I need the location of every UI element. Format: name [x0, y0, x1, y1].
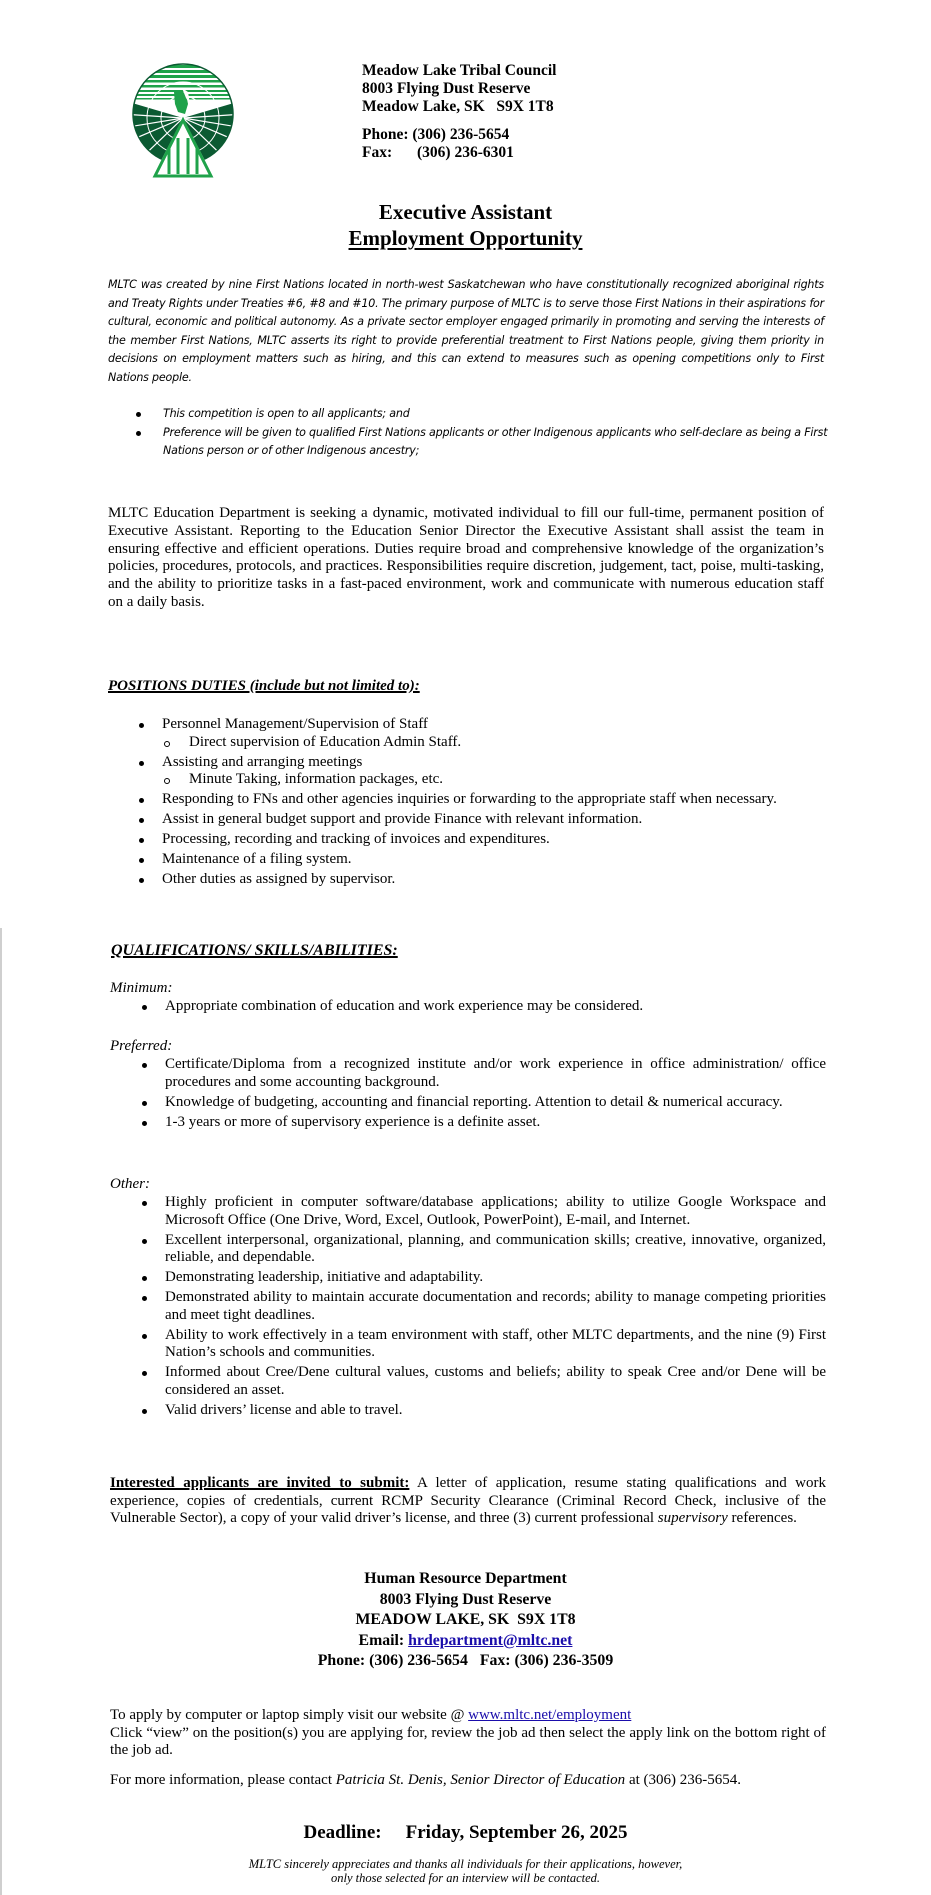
org-name: Meadow Lake Tribal Council: [362, 62, 557, 79]
intro-bullet: Preference will be given to qualified First Nations applicants or other Indigenous applicants who self-declare as being a First Nations person or of other Indigenous ancestry;: [133, 424, 828, 461]
other-item: Highly proficient in computer software/database applications; ability to utilize Google Workspace and Microsoft Office (One Drive, Word, Excel, Outlook, PowerPoint), E-mail, and Internet.: [138, 1194, 826, 1229]
contact-text: For more information, please contact: [110, 1772, 336, 1788]
hr-fax: Fax: (306) 236-3509: [479, 1652, 614, 1669]
duties-heading: POSITIONS DUTIES (include but not limited to):: [108, 678, 420, 694]
other-item: Ability to work effectively in a team environment with staff, other MLTC departments, and the nine (9) First Nation’s schools and communities.: [138, 1327, 826, 1362]
submit-lead: Interested applicants are invited to submit:: [110, 1475, 410, 1491]
duty-item: Personnel Management/Supervision of Staff: [135, 716, 825, 734]
hr-contact-block: [0, 1569, 931, 1672]
minimum-item: Appropriate combination of education and work experience may be considered.: [138, 998, 826, 1016]
hr-department: Human Resource Department: [364, 1570, 567, 1587]
submit-instructions: [110, 1475, 826, 1528]
submit-text-end: references.: [727, 1510, 797, 1526]
org-fax-label: Fax:: [362, 144, 393, 161]
qualifications-heading: QUALIFICATIONS/ SKILLS/ABILITIES:: [111, 942, 398, 959]
duty-item: Assisting and arranging meetings: [135, 754, 825, 772]
duty-subitem: Direct supervision of Education Admin Staff.: [135, 734, 825, 752]
org-fax-row: [362, 144, 556, 162]
org-phone-row: [362, 126, 556, 144]
deadline-date: Friday, September 26, 2025: [405, 1822, 628, 1843]
other-item: Excellent interpersonal, organizational, planning, and communication skills; creative, innovative, organized, reliable, and dependable.: [138, 1232, 826, 1267]
intro-paragraph: MLTC was created by nine First Nations located in north-west Saskatchewan who have constitutionally recognized aboriginal rights and Treaty Rights under Treaties #6, #8 and #10. The primary purpose of MLTC is to serve those First Nations in their aspirations for cultural, economic and political autonomy. As a private sector employer engaged primarily in promoting and serving the interests of the member First Nations, MLTC asserts its right to provide preferential treatment to First Nations people, giving them priority in decisions on employment matters such as hiring, and this can extend to measures such as opening competitions only to First Nations people.: [108, 278, 824, 384]
mltc-logo-icon: [122, 62, 244, 182]
title-employment-opportunity: Employment Opportunity: [348, 226, 583, 250]
other-item: Demonstrating leadership, initiative and adaptability.: [138, 1269, 826, 1287]
intro-bullet: This competition is open to all applicants; and: [133, 405, 828, 424]
hr-address-line1: 8003 Flying Dust Reserve: [379, 1590, 552, 1608]
org-contact-block: [362, 62, 556, 162]
position-description: MLTC Education Department is seeking a dynamic, motivated individual to fill our full-time, permanent position of Executive Assistant. Reporting to the Education Senior Director the Executive Assistant shall assist the team in ensuring effective and efficient operations. Duties require broad and comprehensive knowledge of the organization’s policies, procedures, protocols, and practices. Responsibilities require discretion, judgement, tact, poise, multi-tasking, and the ability to prioritize tasks in a fast-paced environment, work and communicate with numerous education staff on a daily basis.: [108, 505, 824, 610]
preferred-item: 1-3 years or more of supervisory experience is a definite asset.: [138, 1114, 826, 1132]
submit-text: A letter of application, resume stating qualifications and work experience, copies of credentials, current RCMP Security Clearance (Criminal Record Check, inclusive of the Vulnerable Sector), a copy of your valid driver’s license, and three (3) current professional: [110, 1475, 826, 1526]
hr-phone: Phone: (306) 236-5654: [317, 1652, 468, 1669]
page-edge-divider: [0, 928, 2, 1895]
preferred-item: Certificate/Diploma from a recognized institute and/or work experience in office administration/ office procedures and some accounting background.: [138, 1056, 826, 1091]
duties-list: [135, 716, 825, 891]
title-position: Executive Assistant: [378, 200, 553, 224]
other-item: Demonstrated ability to maintain accurate documentation and records; ability to manage competing priorities and meet tight deadlines.: [138, 1289, 826, 1324]
duty-item: Assist in general budget support and provide Finance with relevant information.: [135, 811, 825, 829]
hr-email-row: [0, 1631, 931, 1652]
other-item: Valid drivers’ license and able to travel.: [138, 1402, 826, 1420]
apply-steps: Click “view” on the position(s) you are applying for, review the job ad then select the apply link on the bottom right of the job ad.: [110, 1724, 826, 1758]
website-link[interactable]: www.mltc.net/employment: [468, 1707, 632, 1723]
preferred-list: [138, 1056, 826, 1134]
intro-bullet-list: [133, 405, 828, 461]
apply-text: To apply by computer or laptop simply visit our website @: [110, 1707, 469, 1723]
thanks-line1: MLTC sincerely appreciates and thanks all individuals for their applications, however,: [248, 1857, 683, 1871]
minimum-label: Minimum:: [110, 980, 173, 996]
deadline-label: Deadline:: [303, 1822, 382, 1843]
page-title: [0, 199, 931, 251]
submit-emphasis: supervisory: [657, 1510, 728, 1526]
contact-info: [110, 1772, 826, 1790]
preferred-label: Preferred:: [110, 1038, 173, 1054]
other-item: Informed about Cree/Dene cultural values, customs and beliefs; ability to speak Cree and/or Dene will be considered an asset.: [138, 1364, 826, 1399]
hr-phone-fax-row: [0, 1651, 931, 1672]
org-phone: (306) 236-5654: [412, 126, 510, 143]
thanks-line2: only those selected for an interview will be contacted.: [330, 1870, 601, 1885]
duty-item: Responding to FNs and other agencies inquiries or forwarding to the appropriate staff when necessary.: [135, 791, 825, 809]
duty-subitem: Minute Taking, information packages, etc.: [135, 771, 825, 789]
contact-person: Patricia St. Denis, Senior Director of Education: [335, 1772, 626, 1788]
org-address-line1: 8003 Flying Dust Reserve: [362, 80, 531, 97]
hr-email-label: Email:: [358, 1631, 409, 1649]
hr-address-line2: MEADOW LAKE, SK S9X 1T8: [355, 1611, 576, 1628]
minimum-list: [138, 998, 826, 1018]
org-phone-label: Phone:: [362, 126, 409, 143]
other-label: Other:: [110, 1176, 150, 1192]
org-fax: (306) 236-6301: [417, 144, 514, 161]
preferred-item: Knowledge of budgeting, accounting and financial reporting. Attention to detail & numerical accuracy.: [138, 1094, 826, 1112]
deadline: [0, 1822, 931, 1844]
duty-item: Other duties as assigned by supervisor.: [135, 871, 825, 889]
duty-item: Maintenance of a filing system.: [135, 851, 825, 869]
duty-item: Processing, recording and tracking of invoices and expenditures.: [135, 831, 825, 849]
other-list: [138, 1194, 826, 1422]
thanks-note: [0, 1858, 931, 1885]
org-address-line2: Meadow Lake, SK S9X 1T8: [362, 98, 554, 115]
apply-instructions: [110, 1707, 826, 1760]
contact-phone: at (306) 236-5654.: [625, 1772, 741, 1788]
hr-email-link[interactable]: hrdepartment@mltc.net: [408, 1631, 573, 1649]
